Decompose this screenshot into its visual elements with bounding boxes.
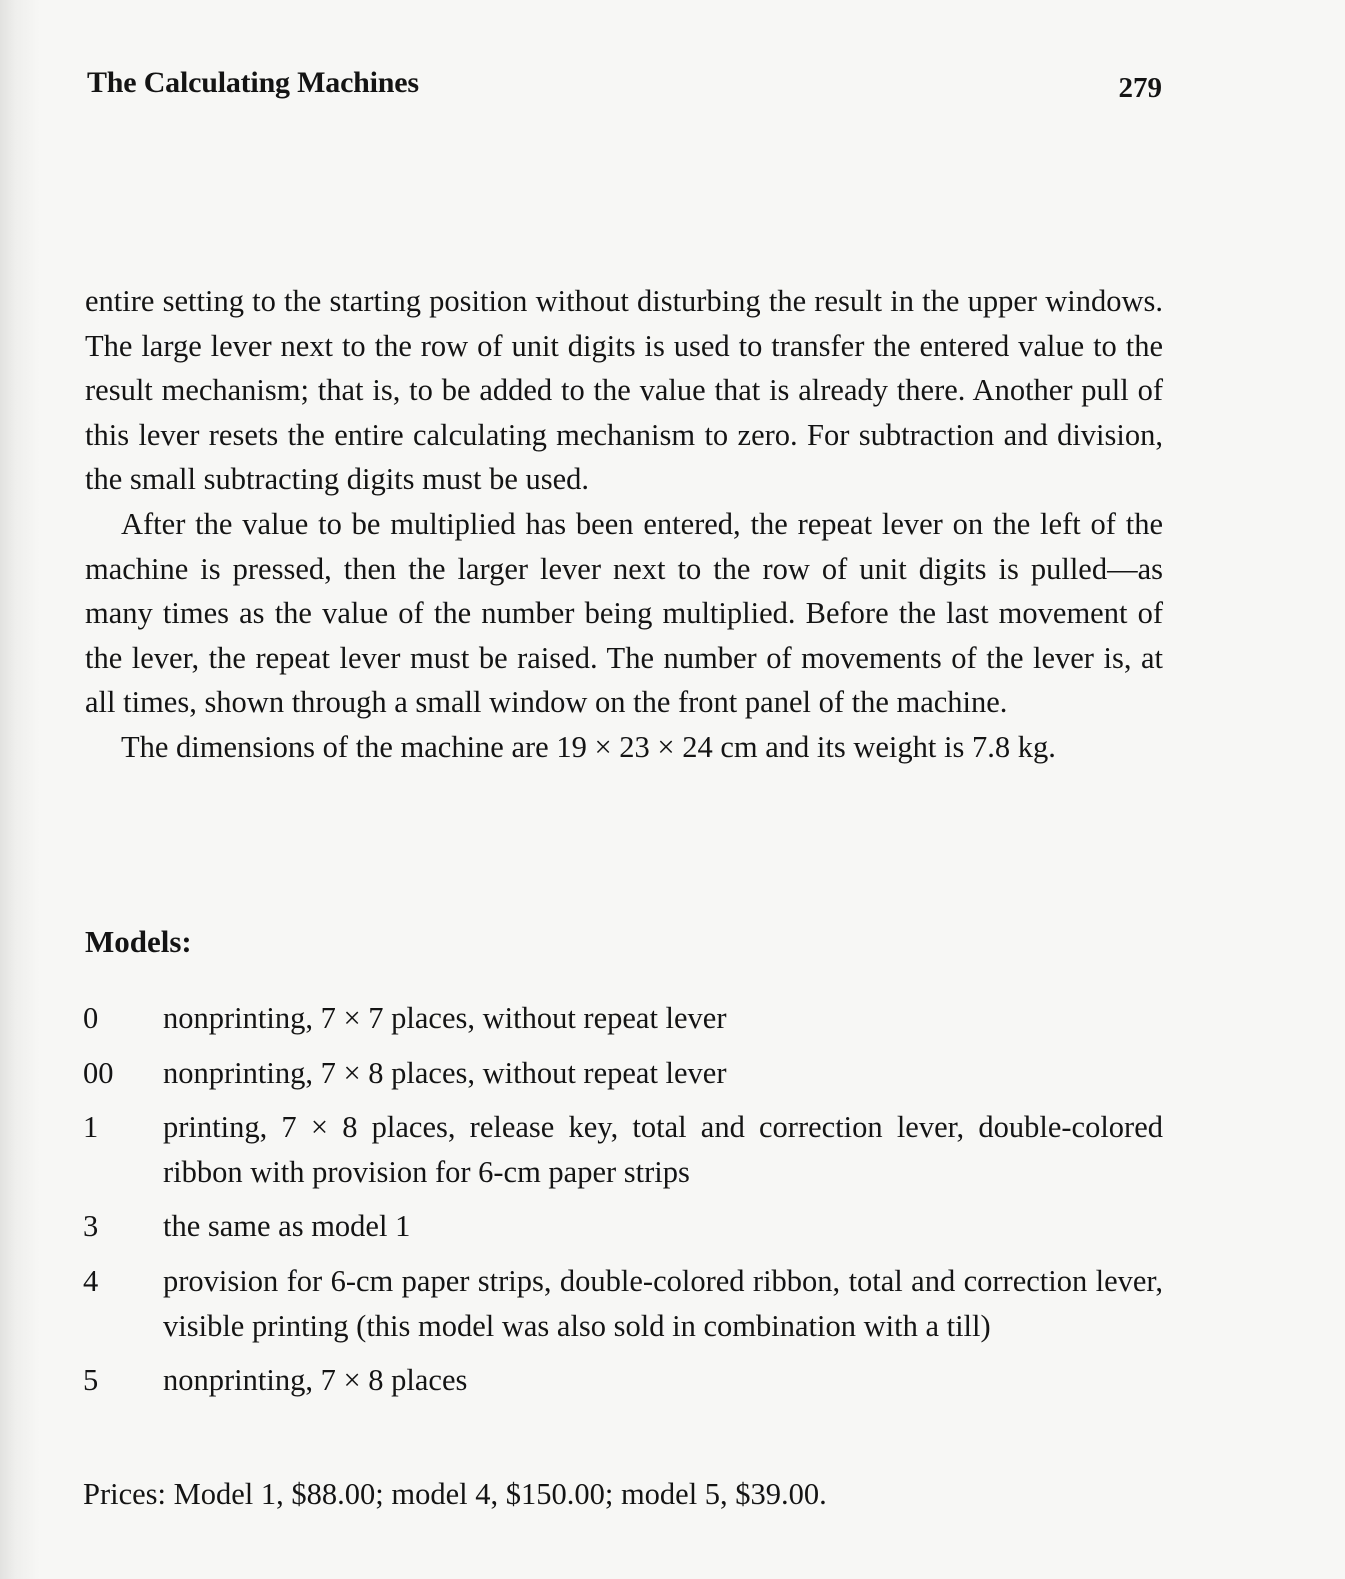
model-number: 00 (83, 1055, 114, 1090)
model-description: nonprinting, 7 × 8 places, without repeat lever (163, 1055, 727, 1090)
paragraph-3: The dimensions of the machine are 19 × 23 × 24 cm and its weight is 7.8 kg. (121, 729, 1056, 764)
page-number: 279 (1118, 72, 1162, 104)
model-item (83, 1204, 1163, 1249)
running-title: The Calculating Machines (87, 66, 419, 99)
models-list (83, 996, 1163, 1413)
model-item (83, 1358, 1163, 1403)
models-heading: Models: (85, 924, 192, 959)
model-description: printing, 7 × 8 places, release key, total and correction lever, double-colored ribbon with provision for 6-cm paper strips (163, 1110, 1163, 1189)
model-description: provision for 6-cm paper strips, double-colored ribbon, total and correction lever, visible printing (this model was also sold in combination with a till) (163, 1263, 1163, 1343)
model-number: 4 (83, 1263, 99, 1298)
model-item (83, 1051, 1163, 1096)
body-text (85, 279, 1163, 770)
paragraph-2: After the value to be multiplied has been entered, the repeat lever on the left of the machine is pressed, then the larger lever next to the row of unit digits is pulled—as many times as the value of the number being multiplied. Before the last movement of the lever, the repeat lever must be raised. The number of movements of the lever is, at all times, shown through a small window on the front panel of the machine. (85, 506, 1163, 720)
model-number: 3 (83, 1209, 99, 1244)
model-item (83, 1259, 1163, 1348)
model-number: 1 (83, 1110, 99, 1145)
page-gutter-shadow (0, 0, 40, 1579)
paragraph-1: entire setting to the starting position without disturbing the result in the upper windows. The large lever next to the row of unit digits is used to transfer the entered value to the result mechanism; that is, to be added to the value that is already there. Another pull of this lever resets the entire calculating mechanism to zero. For subtraction and division, the small subtracting digits must be used. (85, 284, 1163, 497)
prices-line: Prices: Model 1, $88.00; model 4, $150.00; model 5, $39.00. (83, 1477, 827, 1511)
model-description: nonprinting, 7 × 8 places (163, 1363, 468, 1398)
model-item (83, 1105, 1163, 1194)
model-number: 0 (83, 1001, 99, 1035)
model-item (83, 996, 1163, 1041)
model-description: nonprinting, 7 × 7 places, without repeat lever (163, 1001, 727, 1035)
model-number: 5 (83, 1363, 99, 1398)
model-description: the same as model 1 (163, 1209, 411, 1244)
